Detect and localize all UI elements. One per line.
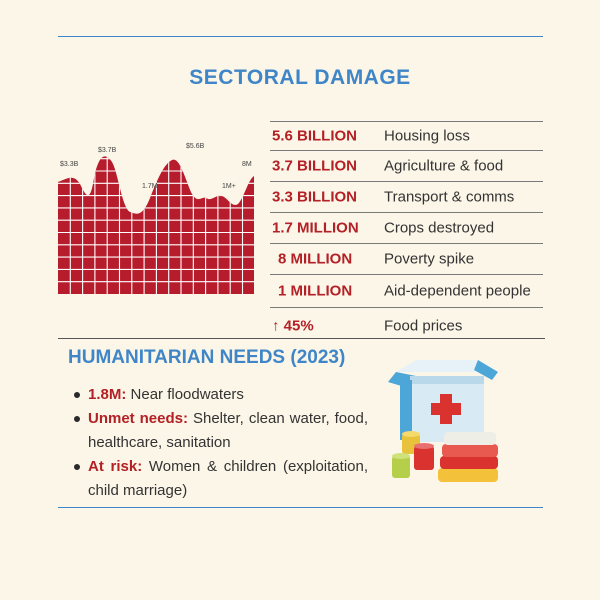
needs-heading: HUMANITARIAN NEEDS (2023) (68, 347, 346, 368)
data-label: $5.6B (186, 143, 205, 150)
data-label: 1M+ (222, 183, 236, 190)
stat-value: 3.7 BILLION (272, 157, 358, 175)
stat-row (270, 213, 543, 244)
stat-label: Food prices (384, 317, 463, 335)
list-item-text: Near floodwaters (130, 386, 244, 403)
stat-value: 1 MILLION (278, 282, 353, 300)
stats-table (270, 121, 543, 344)
stat-row (270, 182, 543, 213)
stat-value: 5.6 BILLION (272, 127, 358, 145)
stat-value: 3.3 BILLION (272, 188, 358, 206)
stat-row (270, 121, 543, 151)
stat-row (270, 244, 543, 275)
stat-label: Aid-dependent people (384, 282, 531, 300)
needs-list (72, 383, 368, 503)
list-item-key: At risk: (88, 458, 143, 475)
stat-label: Housing loss (384, 127, 470, 145)
section-divider (58, 338, 545, 339)
stat-value: 1.7 MILLION (272, 219, 359, 237)
stat-label: Transport & comms (384, 188, 515, 206)
damage-chart (58, 138, 254, 294)
data-label: $3.3B (60, 161, 79, 168)
data-label: 8M (242, 161, 252, 168)
list-item-key: Unmet needs: (88, 410, 188, 427)
data-label: $3.7B (98, 147, 117, 154)
stat-value: 8 MILLION (278, 250, 353, 268)
aid-kit-supplies-icon (386, 358, 506, 488)
stat-value: ↑ 45% (272, 317, 314, 335)
list-item-text: Shelter, clean water, food, healthcare, sanitation (88, 410, 369, 451)
stat-label: Agriculture & food (384, 157, 504, 175)
list-item (72, 407, 368, 455)
list-item-key: 1.8M: (88, 386, 127, 403)
list-item (72, 383, 368, 407)
bottom-rule (58, 507, 543, 508)
top-rule (58, 36, 543, 37)
stat-row (270, 151, 543, 182)
page-title: SECTORAL DAMAGE (189, 66, 411, 89)
stat-label: Crops destroyed (384, 219, 495, 237)
stat-label: Poverty spike (384, 250, 475, 268)
list-item (72, 455, 368, 503)
stat-row (270, 275, 543, 308)
list-item-text: Women & children (exploitation, child marriage) (88, 458, 369, 499)
data-label: 1.7M (142, 183, 158, 190)
